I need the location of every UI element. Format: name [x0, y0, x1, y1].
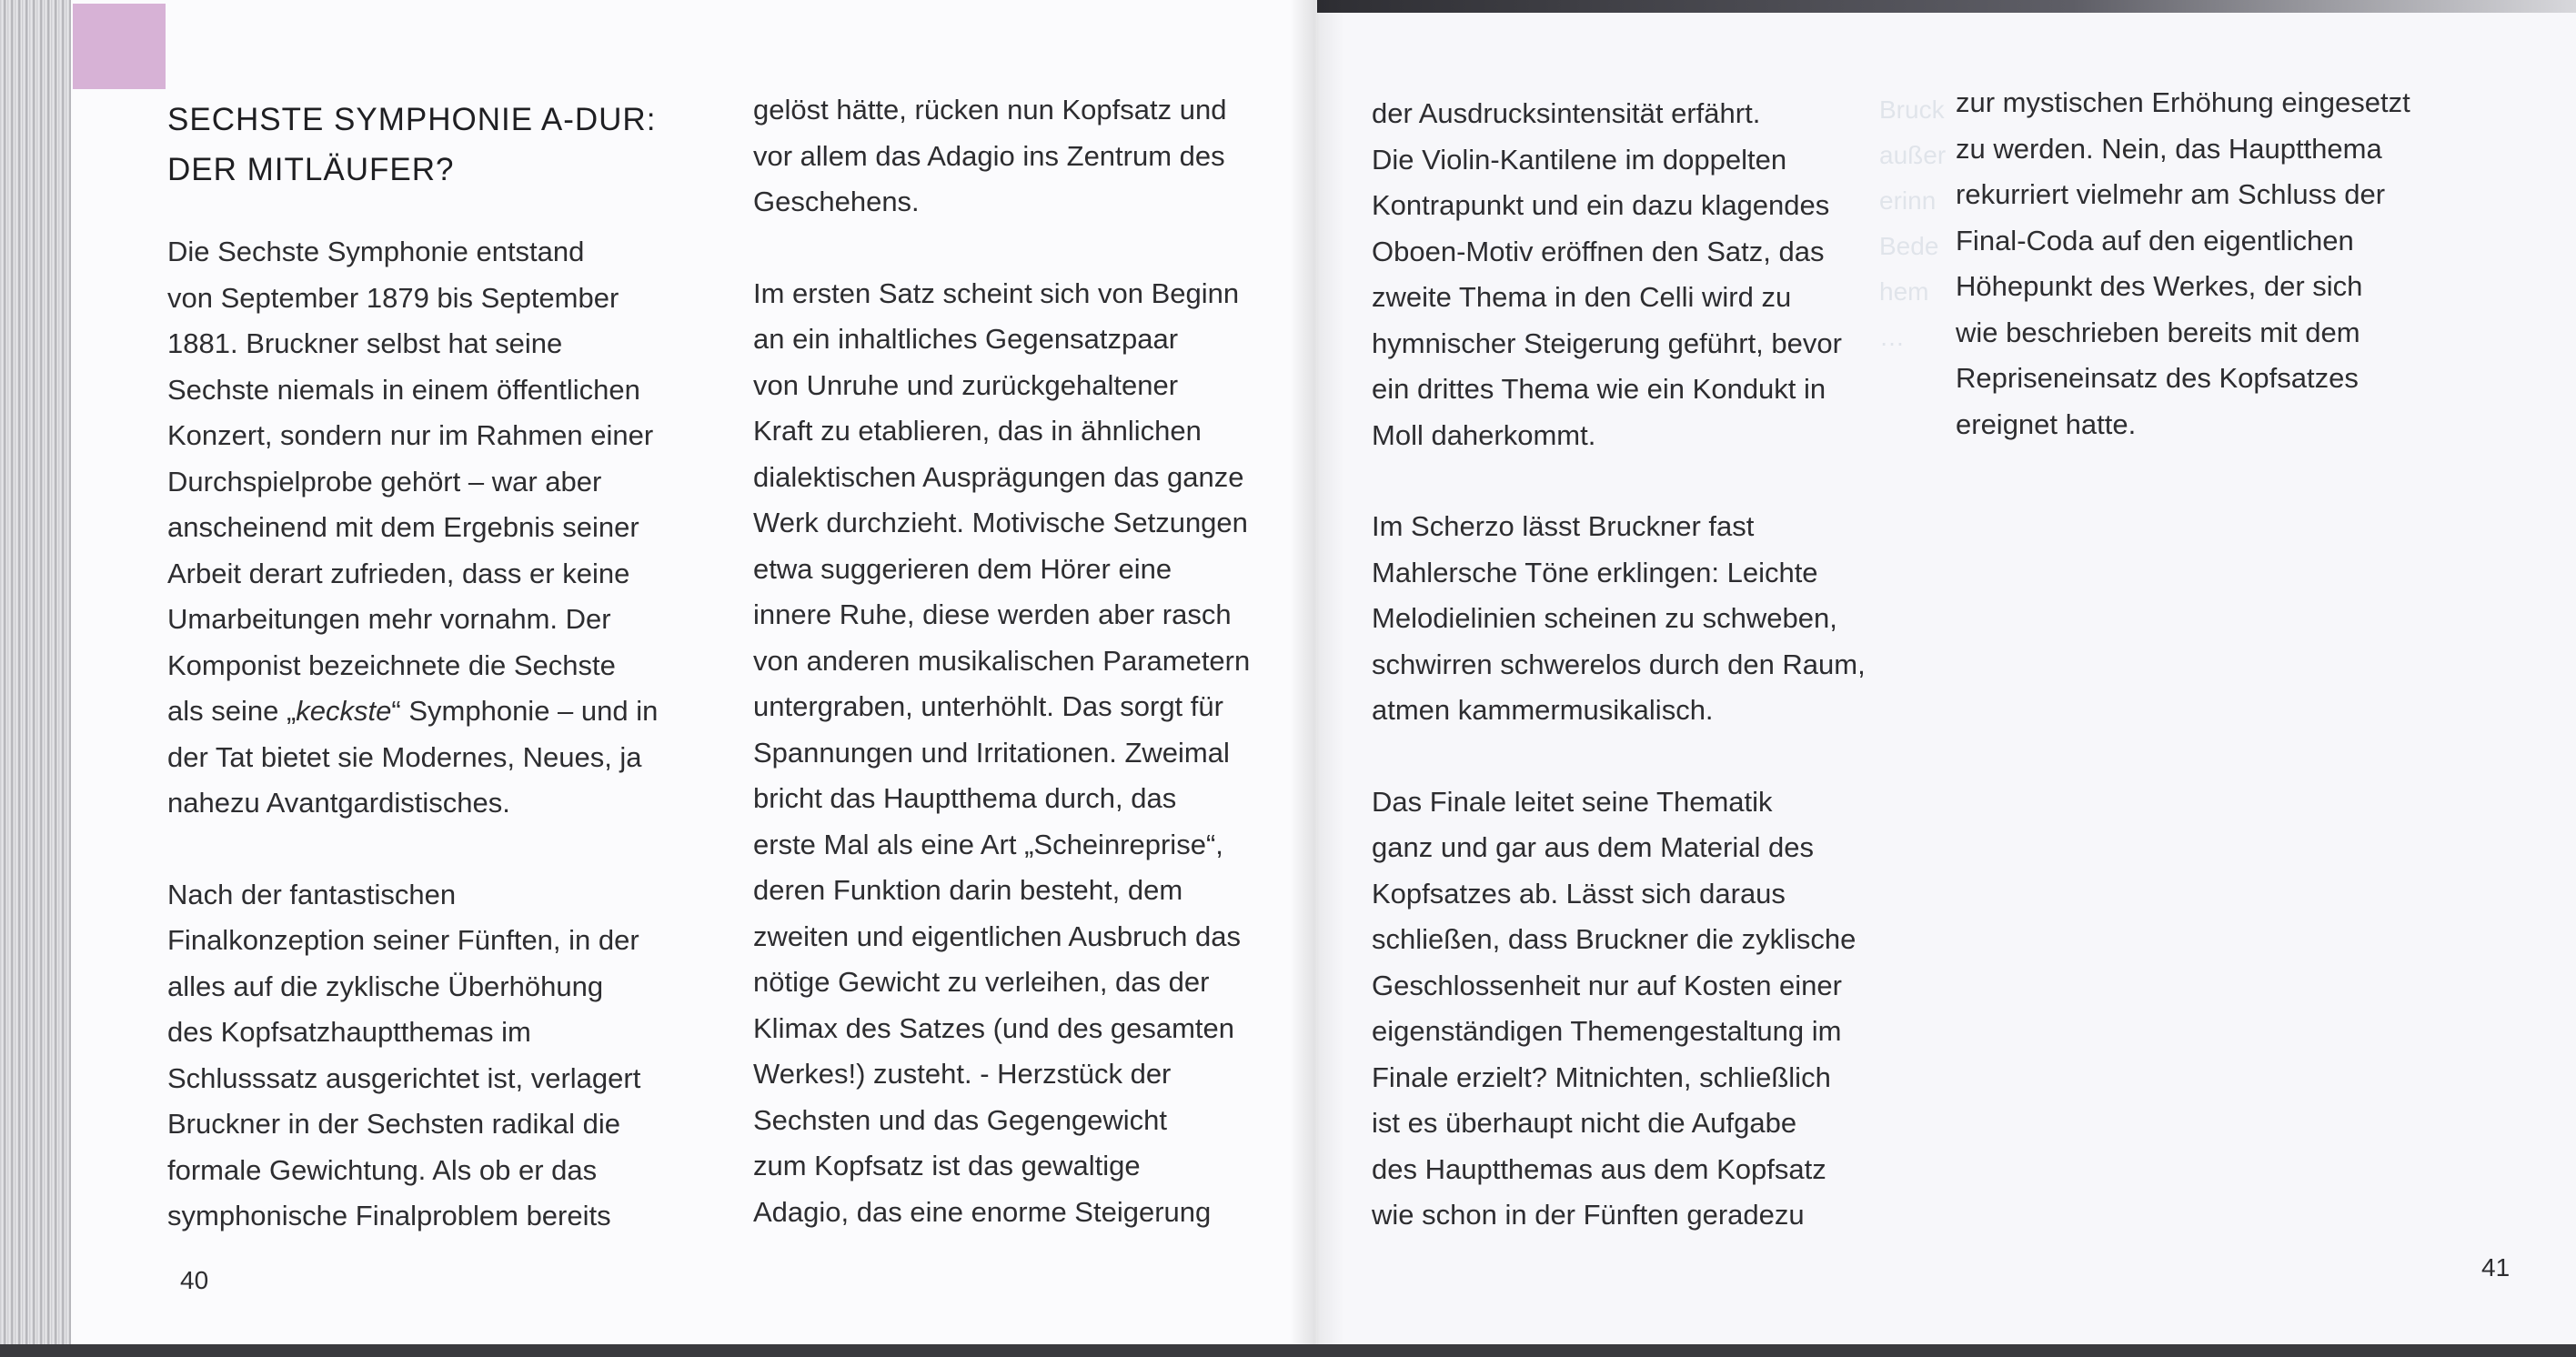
text-line: an ein inhaltliches Gegensatzpaar [753, 323, 1179, 355]
text-line: Arbeit derart zufrieden, dass er keine [167, 557, 630, 589]
text-line: Umarbeitungen mehr vornahm. Der [167, 603, 611, 635]
text-line: Konzert, sondern nur im Rahmen einer [167, 419, 654, 451]
text-column-3 [1372, 91, 1917, 1239]
paragraph [1372, 779, 1917, 1239]
text-line: Melodielinien scheinen zu schweben, [1372, 602, 1837, 634]
text-line: hymnischer Steigerung geführt, bevor [1372, 327, 1842, 359]
text-line: Kraft zu etablieren, das in ähnlichen [753, 415, 1202, 447]
text-line: Nach der fantastischen [167, 878, 457, 910]
text-line: Komponist bezeichnete die Sechste [167, 648, 616, 681]
text-line: Werk durchzieht. Motivische Setzungen [753, 507, 1248, 538]
text-line: Geschlossenheit nur auf Kosten einer [1372, 969, 1842, 1001]
text-line: untergraben, unterhöhlt. Das sorgt für [753, 690, 1223, 722]
paragraph [167, 872, 713, 1240]
text-column-4 [1956, 80, 2501, 447]
text-line: alles auf die zyklische Überhöhung [167, 970, 604, 1002]
text-line: bricht das Hauptthema durch, das [753, 782, 1177, 814]
text-line: schließen, dass Bruckner die zyklische [1372, 923, 1857, 955]
text-line: zu werden. Nein, das Hauptthema [1956, 132, 2382, 165]
text-line: Oboen-Motiv eröffnen den Satz, das [1372, 235, 1825, 267]
text-line: Werkes!) zusteht. - Herzstück der [753, 1058, 1172, 1090]
text-line: erste Mal als eine Art „Scheinreprise“, [753, 828, 1223, 860]
text-line: der Tat bietet sie Modernes, Neues, ja [167, 740, 642, 773]
text-line: Repriseneinsatz des Kopfsatzes [1956, 362, 2359, 394]
text-line: Finalkonzeption seiner Fünften, in der [167, 924, 639, 956]
text-line: nötige Gewicht zu verleihen, das der [753, 966, 1210, 998]
text-line: Das Finale leitet seine Thematik [1372, 785, 1773, 818]
text-line: von anderen musikalischen Parametern [753, 644, 1251, 677]
text-line: Im ersten Satz scheint sich von Beginn [753, 276, 1240, 309]
heading-line: DER MITLÄUFER? [167, 152, 455, 187]
page-number-right: 41 [2481, 1253, 2511, 1282]
paragraph [1372, 504, 1917, 734]
text-line: ereignet hatte. [1956, 407, 2137, 440]
text-line: Durchspielprobe gehört – war aber [167, 465, 602, 498]
text-line: Höhepunkt des Werkes, der sich [1956, 270, 2363, 302]
text-line: Spannungen und Irritationen. Zweimal [753, 736, 1230, 769]
text-line: zweite Thema in den Celli wird zu [1372, 281, 1792, 313]
text-column-1 [167, 229, 713, 1240]
text-line: Sechsten und das Gegengewicht [753, 1103, 1167, 1136]
text-line: Adagio, das eine enorme Steigerung [753, 1195, 1212, 1228]
text-line: Die Violin-Kantilene im doppelten [1372, 143, 1787, 176]
paragraph [753, 271, 1299, 1236]
text-column-2 [753, 87, 1299, 1235]
text-line: vor allem das Adagio ins Zentrum des [753, 139, 1225, 172]
text-line: eigenständigen Themengestaltung im [1372, 1015, 1842, 1047]
text-line: deren Funktion darin besteht, dem [753, 874, 1183, 906]
text-line: formale Gewichtung. Als ob er das [167, 1153, 598, 1186]
paragraph [753, 87, 1299, 226]
emphasis: keckste [296, 695, 392, 727]
text-line: symphonische Finalproblem bereits [167, 1200, 611, 1231]
text-line: etwa suggerieren dem Hörer eine [753, 552, 1172, 585]
heading-line: SECHSTE SYMPHONIE A-DUR: [167, 102, 657, 137]
text-line: des Hauptthemas aus dem Kopfsatz [1372, 1152, 1826, 1185]
paragraph [1372, 91, 1917, 458]
text-line: innere Ruhe, diese werden aber rasch [753, 598, 1232, 630]
text-line: von Unruhe und zurückgehaltener [753, 368, 1179, 401]
text-line: ganz und gar aus dem Material des [1372, 831, 1814, 863]
text-line: schwirren schwerelos durch den Raum, [1372, 648, 1866, 680]
text-line: Im Scherzo lässt Bruckner fast [1372, 510, 1755, 542]
text-line: von September 1879 bis September [167, 281, 619, 314]
text-line: Moll daherkommt. [1372, 418, 1596, 451]
text-line: Finale erzielt? Mitnichten, schließlich [1372, 1060, 1831, 1093]
chapter-heading [167, 95, 677, 195]
text-line: Klimax des Satzes (und des gesamten [753, 1011, 1234, 1044]
text-line: wie beschrieben bereits mit dem [1956, 316, 2360, 348]
paragraph [167, 229, 713, 827]
section-color-tab [73, 4, 166, 89]
text-line: Kontrapunkt und ein dazu klagendes [1372, 189, 1830, 221]
text-line: nahezu Avantgardistisches. [167, 787, 510, 819]
text-line: Schlusssatz ausgerichtet ist, verlagert [167, 1061, 641, 1094]
text-line: Die Sechste Symphonie entstand [167, 236, 585, 267]
show-through-text: Bruck außer erinn Bede hem … [1879, 95, 1947, 351]
book-bottom-edge [0, 1344, 2576, 1357]
text-line: atmen kammermusikalisch. [1372, 694, 1714, 726]
text-line: zweiten und eigentlichen Ausbruch das [753, 920, 1241, 952]
text-line: zur mystischen Erhöhung eingesetzt [1956, 86, 2410, 118]
text-line: Bruckner in der Sechsten radikal die [167, 1108, 620, 1140]
text-line: anscheinend mit dem Ergebnis seiner [167, 511, 639, 543]
page-number-left: 40 [180, 1266, 209, 1294]
text-line: ist es überhaupt nicht die Aufgabe [1372, 1107, 1797, 1139]
text-line: der Ausdrucksintensität erfährt. [1372, 97, 1761, 129]
text-line: gelöst hätte, rücken nun Kopfsatz und [753, 94, 1227, 126]
text-line: ein drittes Thema wie ein Kondukt in [1372, 373, 1826, 405]
text-line: als seine „keckste“ Symphonie – und in [167, 695, 659, 727]
text-line: rekurriert vielmehr am Schluss der [1956, 178, 2386, 210]
text-line: wie schon in der Fünften geradezu [1372, 1199, 1805, 1231]
text-line: 1881. Bruckner selbst hat seine [167, 327, 563, 359]
text-line: Geschehens. [753, 186, 920, 217]
text-line: zum Kopfsatz ist das gewaltige [753, 1150, 1141, 1181]
paragraph [1956, 80, 2501, 447]
text-line: des Kopfsatzhauptthemas im [167, 1016, 531, 1048]
text-line: Sechste niemals in einem öffentlichen [167, 373, 640, 406]
book-page-edges [0, 0, 71, 1357]
text-line: dialektischen Ausprägungen das ganze [753, 460, 1244, 493]
text-line: Kopfsatzes ab. Lässt sich daraus [1372, 877, 1786, 910]
text-line: Mahlersche Töne erklingen: Leichte [1372, 556, 1818, 588]
text-line: Final-Coda auf den eigentlichen [1956, 224, 2354, 256]
